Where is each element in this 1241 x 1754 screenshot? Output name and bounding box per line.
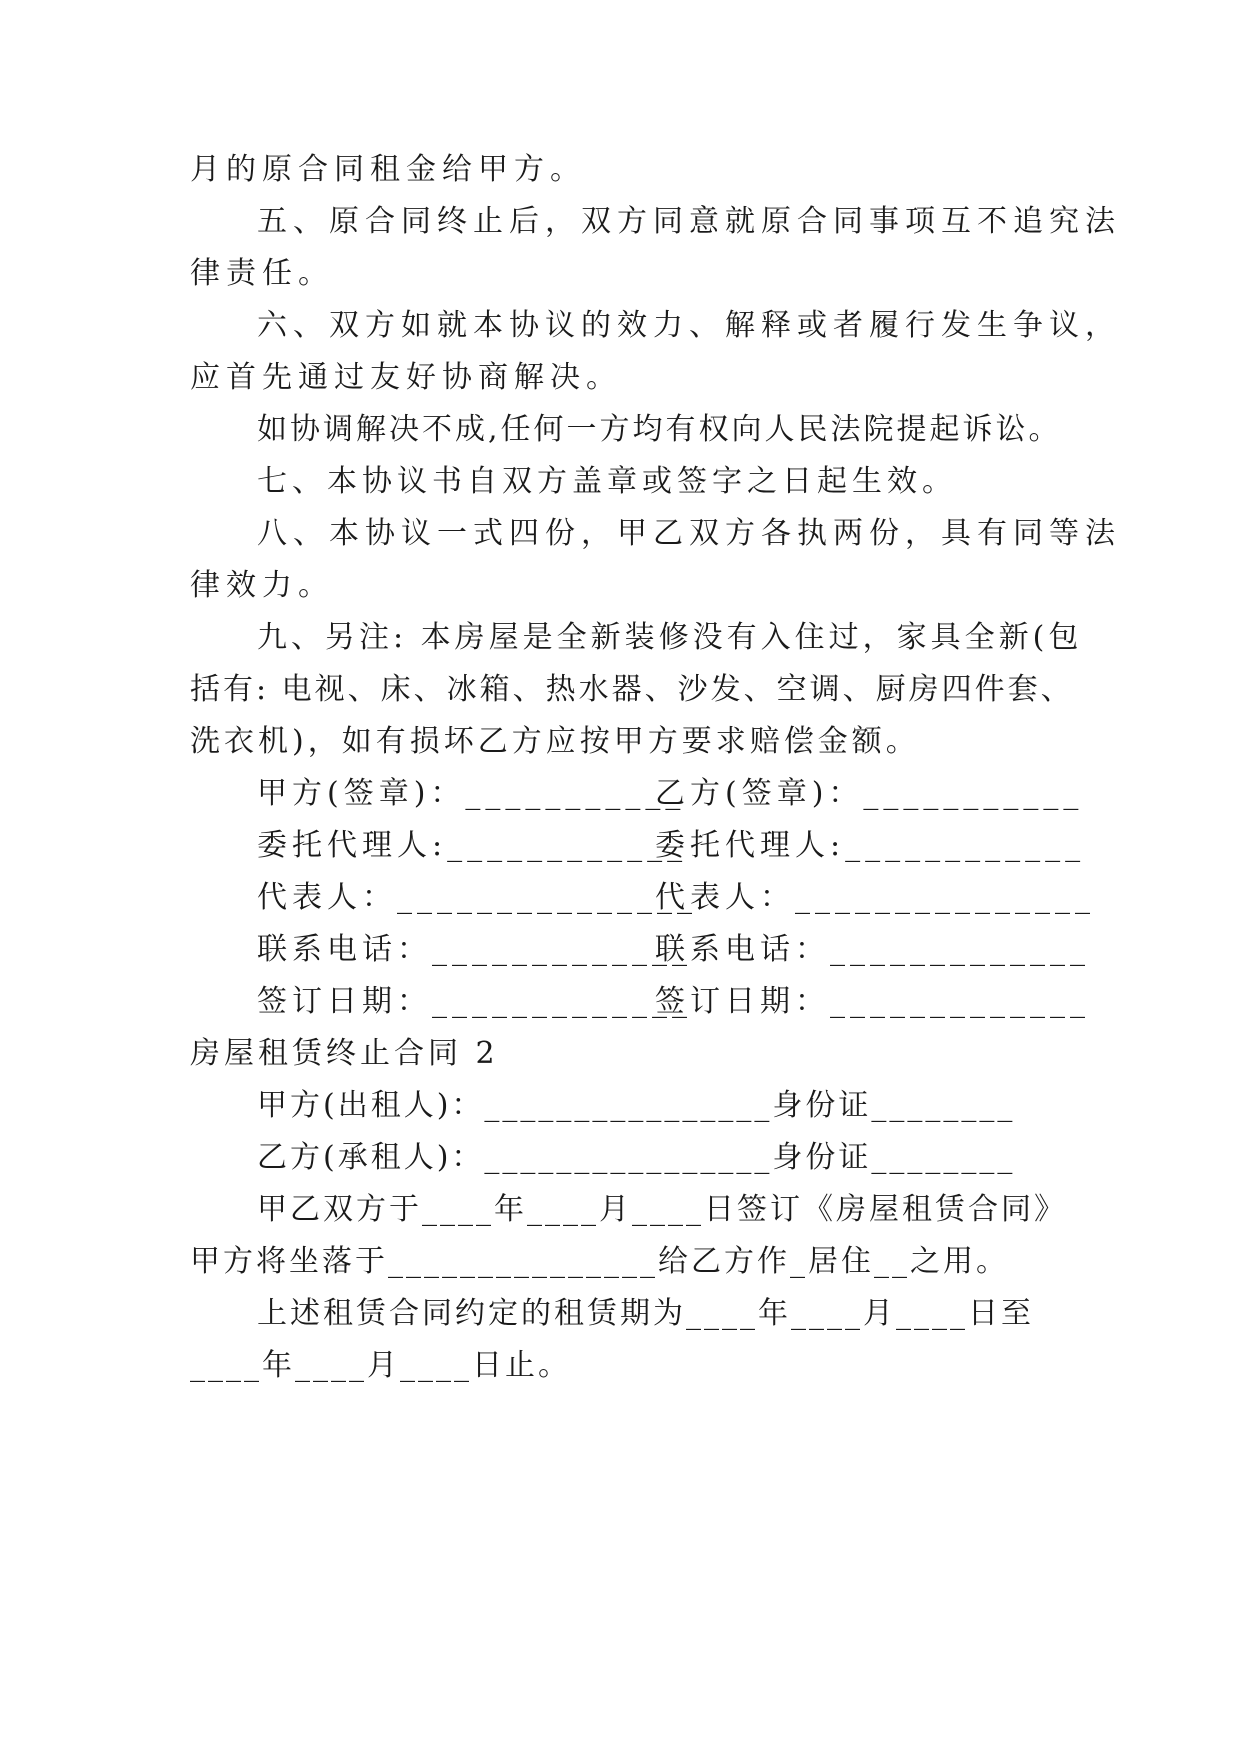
section-title: 房屋租赁终止合同 2	[190, 1036, 499, 1071]
clause-5: 五、原合同终止后，双方同意就原合同事项互不追究法	[257, 204, 1121, 239]
lessor-line: 甲方(出租人)：________________身份证________	[257, 1088, 1016, 1123]
paragraph-line: 月的原合同租金给甲方。	[190, 152, 586, 187]
clause-8: 八、本协议一式四份，甲乙双方各执两份，具有同等法	[257, 516, 1121, 551]
party-b-phone: 联系电话：_____________	[655, 932, 1090, 967]
party-a-agent: 委托代理人:____________	[257, 828, 688, 863]
lessee-line: 乙方(承租人)：________________身份证________	[257, 1140, 1016, 1175]
party-a-representative: 代表人：_______________	[257, 880, 697, 915]
paragraph-line: 应首先通过友好协商解决。	[190, 360, 622, 395]
lease-term-end-line: ____年____月____日止。	[190, 1348, 571, 1383]
clause-7: 七、本协议书自双方盖章或签字之日起生效。	[257, 464, 957, 499]
paragraph-line: 括有: 电视、床、冰箱、热水器、沙发、空调、厨房四件套、	[190, 672, 1074, 707]
paragraph-line: 如协调解决不成,任何一方均有权向人民法院提起诉讼。	[257, 412, 1062, 447]
party-b-representative: 代表人：_______________	[655, 880, 1095, 915]
party-a-phone: 联系电话：_____________	[257, 932, 692, 967]
paragraph-line: 律责任。	[190, 256, 334, 291]
clause-6: 六、双方如就本协议的效力、解释或者履行发生争议，	[257, 308, 1121, 343]
party-b-date: 签订日期：_____________	[655, 984, 1090, 1019]
contract-signing-line: 甲乙双方于____年____月____日签订《房屋租赁合同》	[257, 1192, 1067, 1227]
lease-term-line: 上述租赁合同约定的租赁期为____年____月____日至	[257, 1296, 1034, 1331]
party-b-agent: 委托代理人:____________	[655, 828, 1086, 863]
party-a-seal: 甲方(签章)：___________	[257, 776, 686, 811]
property-location-line: 甲方将坐落于_______________给乙方作_居住__之用。	[190, 1244, 1009, 1279]
party-a-date: 签订日期：_____________	[257, 984, 692, 1019]
paragraph-line: 洗衣机)，如有损坏乙方应按甲方要求赔偿金额。	[190, 724, 920, 759]
clause-9: 九、另注: 本房屋是全新装修没有入住过，家具全新(包	[257, 620, 1083, 655]
party-b-seal: 乙方(签章)：___________	[655, 776, 1084, 811]
paragraph-line: 律效力。	[190, 568, 334, 603]
